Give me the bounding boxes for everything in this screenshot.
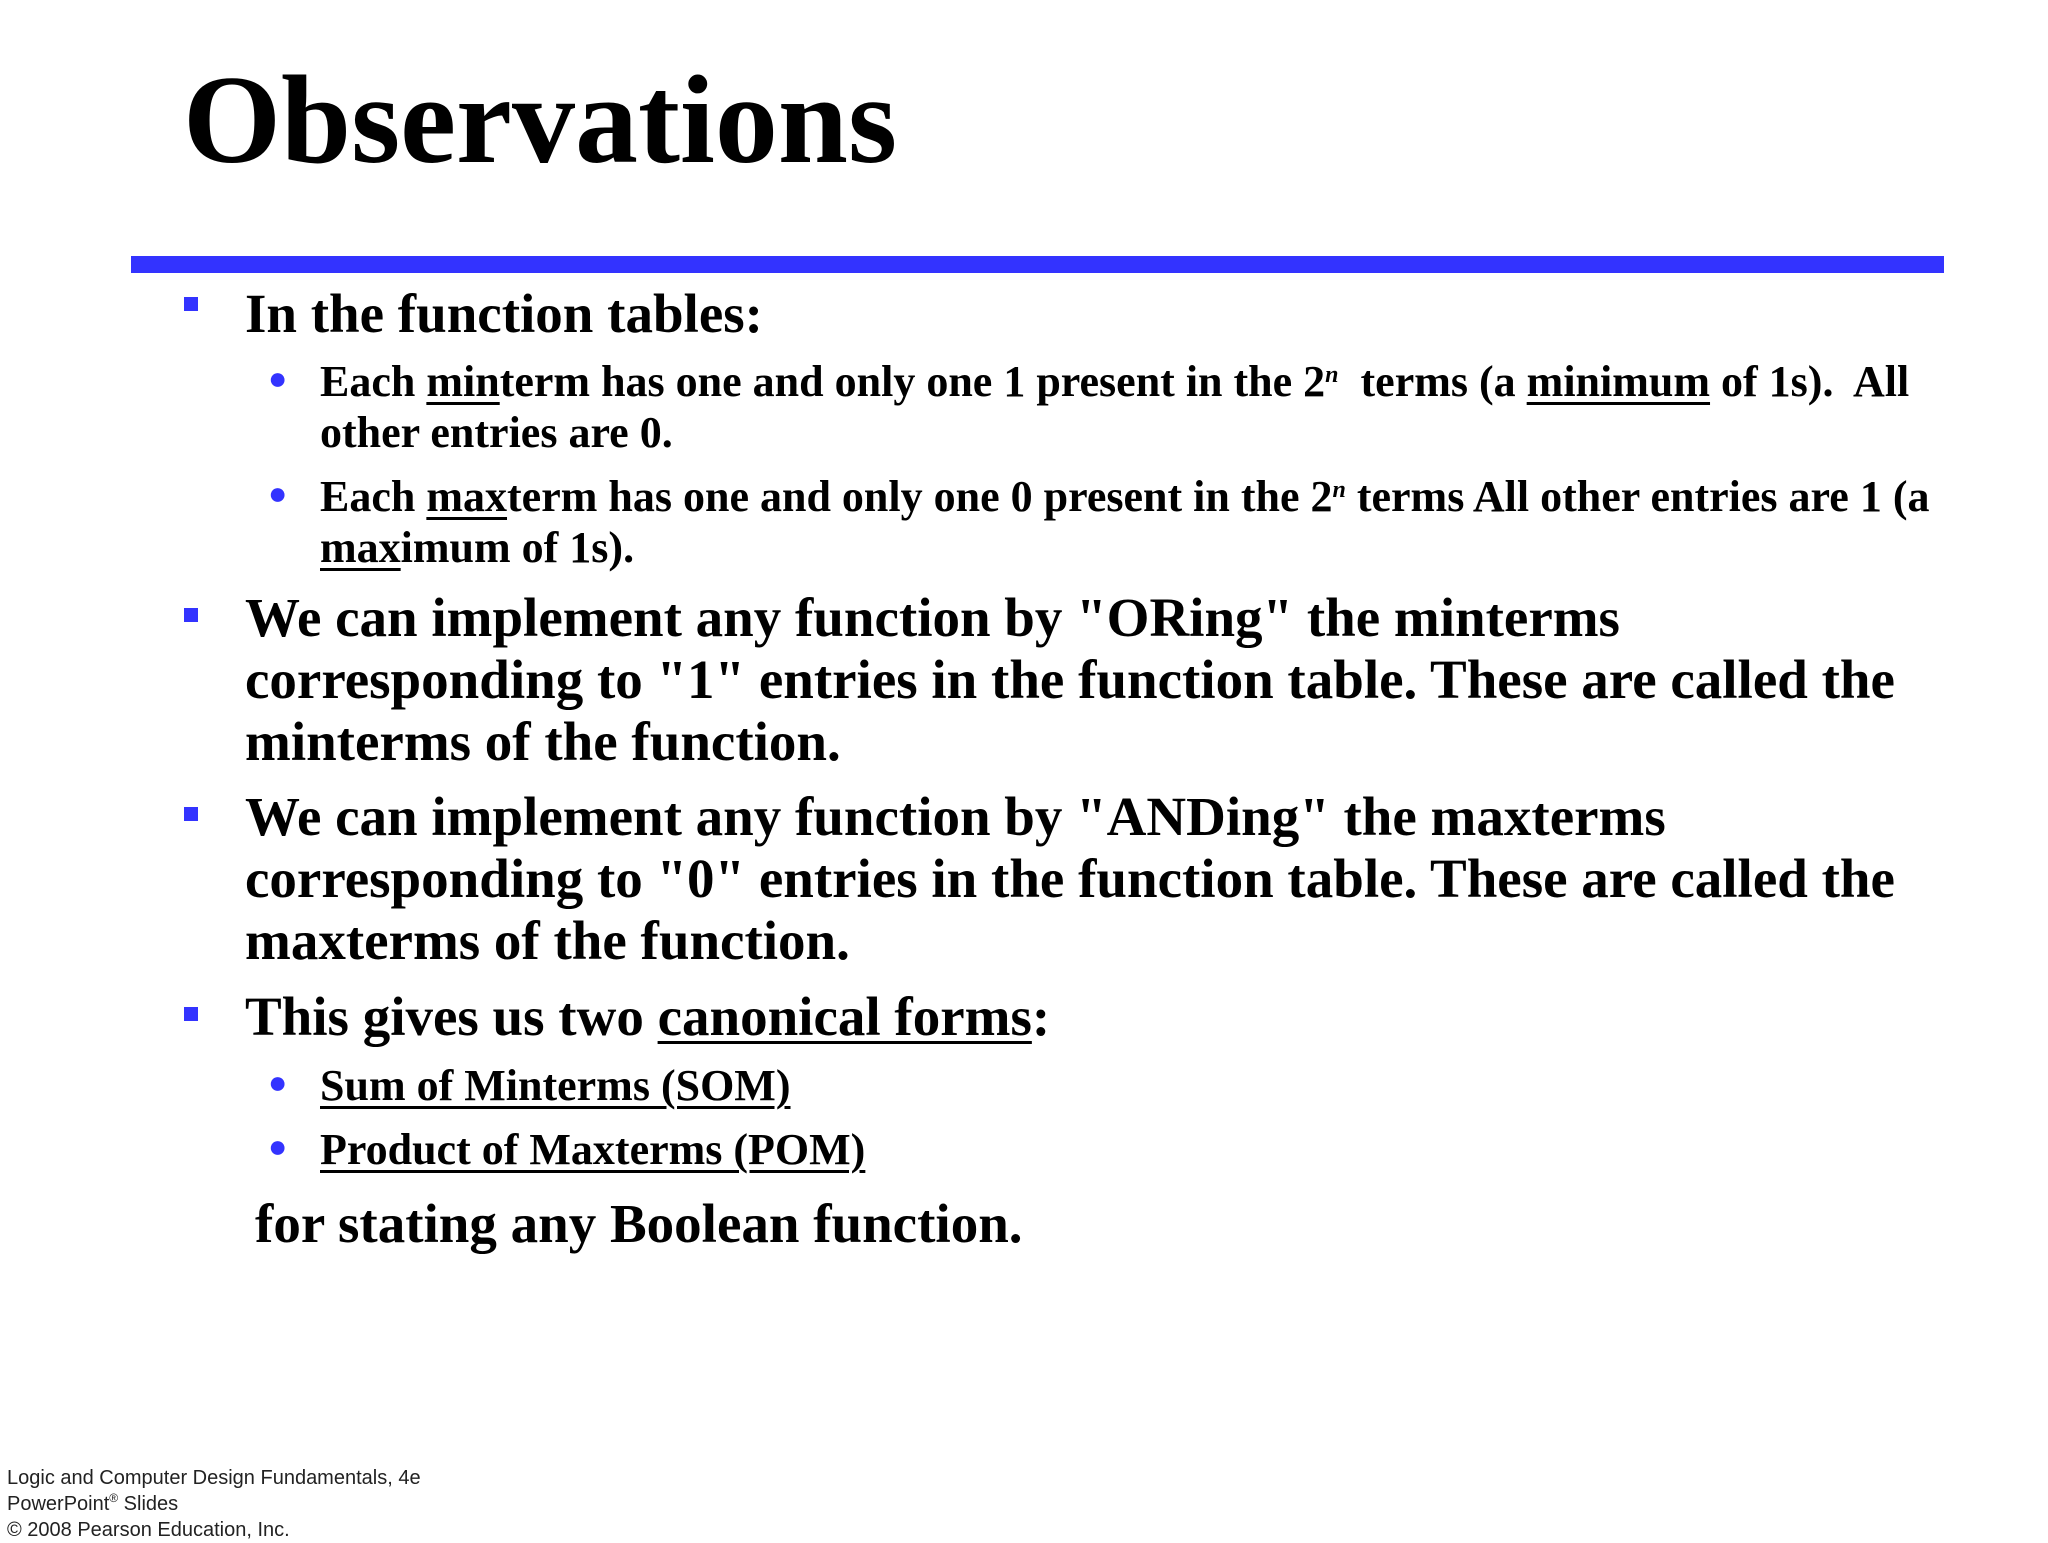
exponent-n: n	[1325, 362, 1339, 388]
sub-text-mid2: terms (a	[1338, 357, 1527, 406]
footer-powerpoint: PowerPoint	[7, 1493, 110, 1515]
square-bullet-icon	[184, 608, 198, 622]
bullet-text: We can implement any function by "ORing" the minterms corresponding to "1" entries in the function table. These are called the minterms of the function.	[245, 587, 1895, 772]
bullet-oring-minterms	[245, 587, 1925, 773]
closing-statement: for stating any Boolean function.	[255, 1193, 1023, 1254]
footer-book-title: Logic and Computer Design Fundamentals, 4e	[7, 1467, 421, 1489]
dot-bullet-icon: ●	[268, 1064, 288, 1100]
square-bullet-icon	[184, 1007, 198, 1021]
bullet-text: We can implement any function by "ANDing" the maxterms corresponding to "0" entries in the function table. These are called the maxterms of the function.	[245, 786, 1895, 971]
underlined-max: max	[426, 472, 508, 521]
sub-bullet-som	[268, 1060, 1940, 1111]
sub-text-pre: Each	[320, 357, 427, 406]
underlined-min: min	[426, 357, 500, 406]
dot-bullet-icon: ●	[268, 475, 288, 511]
underlined-minimum: minimum	[1526, 357, 1711, 406]
bullet-function-tables	[245, 283, 1925, 345]
sub-text-mid: term has one and only one 1 present in the 2	[499, 357, 1326, 406]
footer-slides-line	[7, 1491, 421, 1517]
underlined-canonical-forms: canonical forms	[657, 986, 1032, 1047]
dot-bullet-icon: ●	[268, 360, 288, 396]
bullet-text-pre: This gives us two	[245, 986, 658, 1047]
square-bullet-icon	[184, 297, 198, 311]
bullet-text: In the function tables:	[245, 283, 763, 344]
bullet-anding-maxterms	[245, 786, 1925, 972]
slide-title: Observations	[183, 51, 898, 190]
exponent-n: n	[1332, 477, 1346, 503]
pom-label: Product of Maxterms (POM)	[320, 1125, 866, 1174]
registered-mark: ®	[109, 1491, 119, 1505]
square-bullet-icon	[184, 807, 198, 821]
footer-copyright: © 2008 Pearson Education, Inc.	[7, 1519, 290, 1541]
sub-text-mid: term has one and only one 0 present in the 2	[507, 472, 1333, 521]
underlined-max: max	[320, 523, 401, 572]
sub-bullet-minterm	[268, 356, 1940, 458]
sub-text-post: imum of 1s).	[400, 523, 635, 572]
sub-text-post: of 1s). All other entries are 0.	[320, 357, 1921, 457]
sub-text-mid2: terms All other entries are 1 (a	[1345, 472, 1930, 521]
footer-slides: Slides	[118, 1493, 179, 1515]
bullet-text-post: :	[1031, 986, 1051, 1047]
sub-text-pre: Each	[320, 472, 427, 521]
dot-bullet-icon: ●	[268, 1128, 288, 1164]
bullet-canonical-forms	[245, 986, 1925, 1048]
title-rule	[131, 256, 1944, 273]
slide-footer	[7, 1465, 421, 1543]
sub-bullet-pom	[268, 1124, 1940, 1175]
sub-bullet-maxterm	[268, 471, 1940, 573]
som-label: Sum of Minterms (SOM)	[320, 1061, 791, 1110]
